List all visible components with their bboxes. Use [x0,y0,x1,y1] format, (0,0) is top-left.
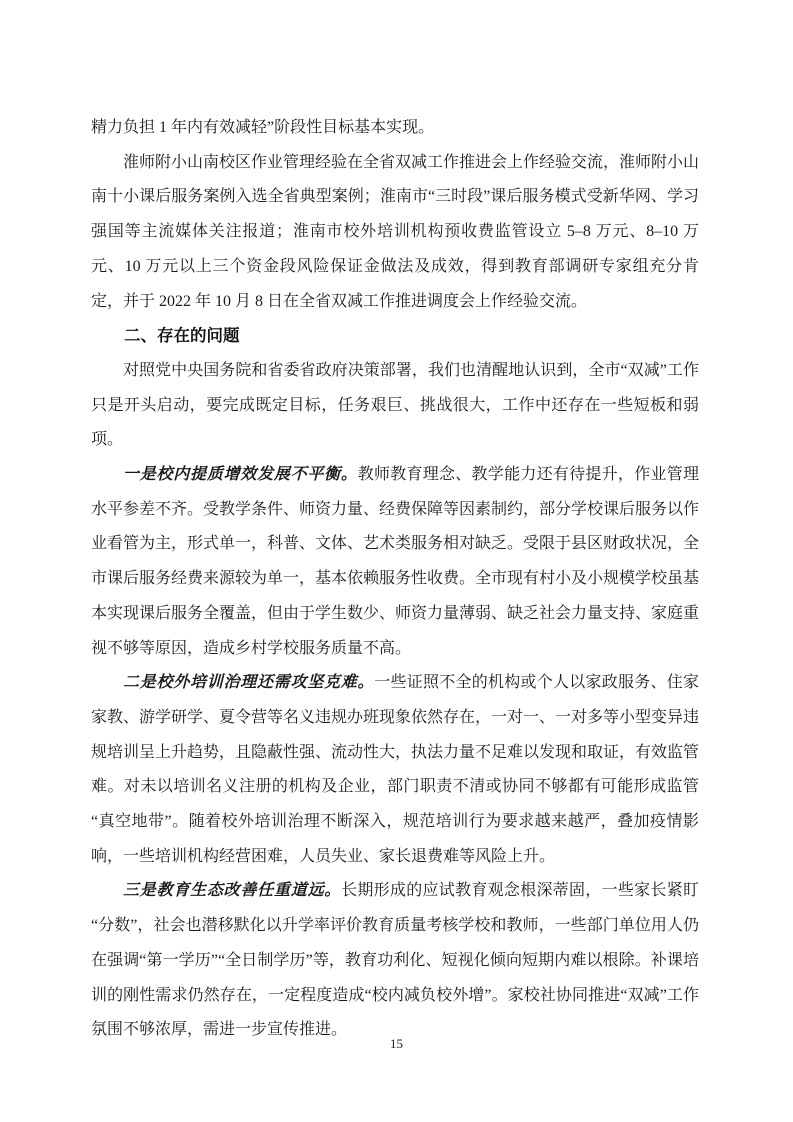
paragraph-continuation: 精力负担 1 年内有效减轻”阶段性目标基本实现。 [91,119,435,136]
point-2-lead: 二是校外培训治理还需攻坚克难。 [123,674,375,692]
point-1-lead: 一是校内提质增效发展不平衡。 [123,466,358,484]
paragraph-point-1 [91,458,699,666]
page-number: 15 [390,1036,403,1051]
document-body [91,111,699,1048]
paragraph-point-3 [91,874,699,1048]
paragraph-section-intro: 对照党中央国务院和省委省政府决策部署，我们也清醒地认识到，全市“双减”工作只是开头启动，要完成既定目标，任务艰巨、挑战很大，工作中还存在一些短板和弱项。 [91,361,699,449]
point-1-text: 教师教育理念、教学能力还有待提升，作业管理水平参差不齐。受教学条件、师资力量、经费保障等因素制约，部分学校课后服务以作业看管为主，形式单一，科普、文体、艺术类服务相对缺乏。受限于县区财政状况，全市课后服务经费来源较为单一，基本依赖服务性收费。全市现有村小及小规模学校虽基本实现课后服务全覆盖，但由于学生数少、师资力量薄弱、缺乏社会力量支持、家庭重视不够等原因，造成乡村学校服务质量不高。 [91,466,700,657]
paragraph-point-2 [91,666,699,874]
section-heading: 二、存在的问题 [124,327,240,346]
point-3-lead: 三是教育生态改善任重道远。 [123,882,342,900]
point-3-text: 长期形成的应试教育观念根深蒂固，一些家长紧盯“分数”，社会也潜移默化以升学率评价教育质量考核学校和教师，一些部门单位用人仍在强调“第一学历”“全日制学历”等，教育功利化、短视化倾向短期内难以根除。补课培训的刚性需求仍然存在，一定程度造成“校内减负校外增”。家校社协同推进“双减”工作氛围不够浓厚，需进一步宣传推进。 [91,882,699,1039]
paragraph-experience-exchange: 淮师附小山南校区作业管理经验在全省双减工作推进会上作经验交流，淮师附小山南十小课后服务案例入选全省典型案例；淮南市“三时段”课后服务模式受新华网、学习强国等主流媒体关注报道；淮南市校外培训机构预收费监管设立 5–8 万元、8–10 万元、10 万元以上三个资金段风险保证金做法及成效，得到教育部调研专家组充分肯定，并于 2022 年 10 月 8 日在全省双减工作推进调度会上作经验交流。 [91,153,700,310]
point-2-text: 一些证照不全的机构或个人以家政服务、住家家教、游学研学、夏令营等名义违规办班现象依然存在，一对一、一对多等小型变异违规培训呈上升趋势，且隐蔽性强、流动性大，执法力量不足难以发现和取证，有效监管难。对未以培训名义注册的机构及企业，部门职责不清或协同不够都有可能形成监管“真空地带”。随着校外培训治理不断深入，规范培训行为要求越来越严，叠加疫情影响，一些培训机构经营困难，人员失业、家长退费难等风险上升。 [91,674,700,865]
